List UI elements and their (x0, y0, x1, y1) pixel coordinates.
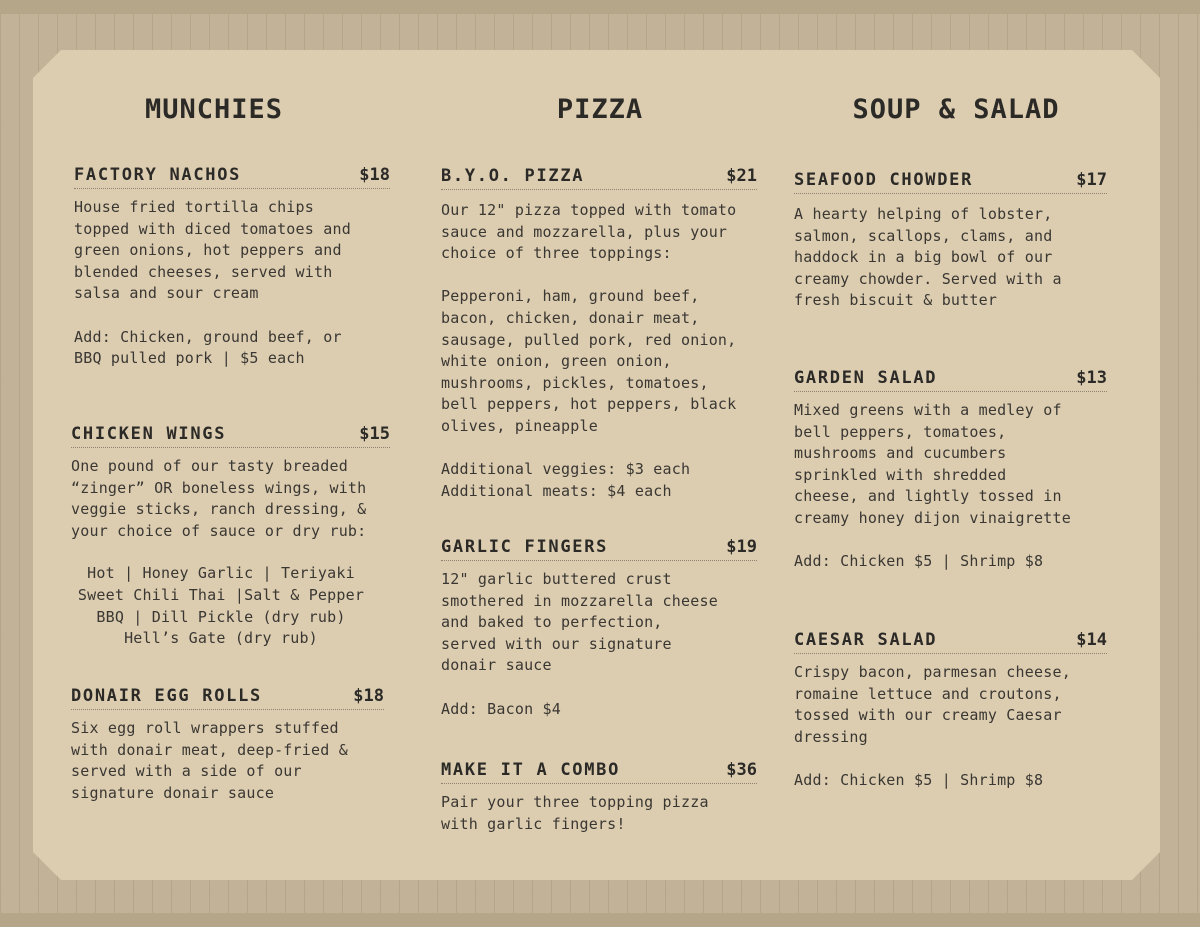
item-name: SEAFOOD CHOWDER (794, 170, 974, 190)
item-name: CAESAR SALAD (794, 630, 938, 650)
menu-item-garlic-fingers (441, 537, 757, 720)
item-price: $18 (359, 165, 390, 185)
item-price: $14 (1076, 630, 1107, 650)
item-header (441, 166, 757, 190)
menu-item-make-it-a-combo (441, 760, 757, 835)
item-price: $18 (353, 686, 384, 706)
item-description: 12" garlic buttered crust smothered in mozzarella cheese and baked to perfection, served with our signature donair sauce Add: Bacon $4 (441, 570, 718, 718)
item-name: MAKE IT A COMBO (441, 760, 621, 780)
section-title-munchies: MUNCHIES (144, 94, 284, 125)
item-price: $17 (1076, 170, 1107, 190)
item-name: B.Y.O. PIZZA (441, 166, 585, 186)
menu-item-chicken-wings (71, 424, 390, 650)
item-header (441, 537, 757, 561)
item-description: A hearty helping of lobster, salmon, scallops, clams, and haddock in a big bowl of our creamy chowder. Served with a fresh biscuit & butter (794, 205, 1062, 310)
item-description: Pair your three topping pizza with garlic fingers! (441, 793, 709, 833)
item-price: $21 (726, 166, 757, 186)
sauce-options: Hot | Honey Garlic | Teriyaki Sweet Chili Thai |Salt & Pepper BBQ | Dill Pickle (dry rub) Hell’s Gate (dry rub) (77, 564, 365, 648)
item-header (794, 170, 1107, 194)
item-description: Our 12" pizza topped with tomato sauce and mozzarella, plus your choice of three toppings: Pepperoni, ham, ground beef, bacon, chicken, donair meat, sausage, pulled pork, red onion, white onion, green onion, mushrooms, pickles, tomatoes, bell peppers, hot peppers, black olives, pineapple Additional veggies: $3 each Additional meats: $4 each (441, 201, 737, 500)
menu-item-factory-nachos (74, 165, 390, 370)
item-price: $15 (359, 424, 390, 444)
item-header (71, 686, 384, 710)
item-name: DONAIR EGG ROLLS (71, 686, 262, 706)
item-header (71, 424, 390, 448)
item-header (441, 760, 757, 784)
menu-item-seafood-chowder (794, 170, 1107, 312)
item-description: One pound of our tasty breaded “zinger” OR boneless wings, with veggie sticks, ranch dressing, & your choice of sauce or dry rub: (71, 457, 367, 540)
item-price: $36 (726, 760, 757, 780)
item-description: Mixed greens with a medley of bell peppers, tomatoes, mushrooms and cucumbers sprinkled with shredded cheese, and lightly tossed in creamy honey dijon vinaigrette Add: Chicken $5 | Shrimp $8 (794, 401, 1071, 571)
menu-item-caesar-salad (794, 630, 1107, 792)
item-price: $13 (1076, 368, 1107, 388)
menu-item-byo-pizza (441, 166, 757, 502)
item-description: Six egg roll wrappers stuffed with donair meat, deep-fried & served with a side of our signature donair sauce (71, 719, 348, 802)
item-price: $19 (726, 537, 757, 557)
item-name: GARDEN SALAD (794, 368, 938, 388)
section-title-soup-salad: SOUP & SALAD (852, 94, 1060, 125)
menu-item-donair-egg-rolls (71, 686, 384, 804)
item-name: FACTORY NACHOS (74, 165, 242, 185)
item-header (74, 165, 390, 189)
section-title-pizza: PIZZA (556, 94, 644, 125)
item-header (794, 368, 1107, 392)
item-description: Crispy bacon, parmesan cheese, romaine lettuce and croutons, tossed with our creamy Caesar dressing Add: Chicken $5 | Shrimp $8 (794, 663, 1071, 789)
item-name: GARLIC FINGERS (441, 537, 609, 557)
wood-top-strip (0, 0, 1200, 14)
menu-item-garden-salad (794, 368, 1107, 573)
wood-bottom-strip (0, 913, 1200, 927)
item-name: CHICKEN WINGS (71, 424, 227, 444)
item-header (794, 630, 1107, 654)
item-description: House fried tortilla chips topped with diced tomatoes and green onions, hot peppers and blended cheeses, served with salsa and sour cream Add: Chicken, ground beef, or BBQ pulled pork | $5 each (74, 198, 351, 368)
